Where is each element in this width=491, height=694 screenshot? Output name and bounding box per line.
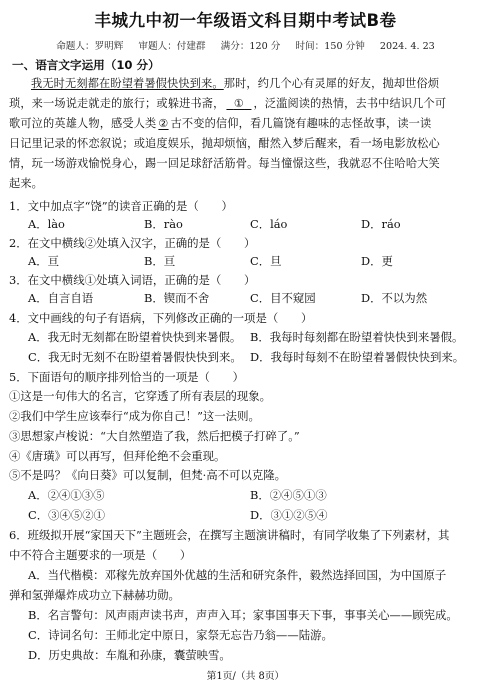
q2-option-d[interactable]: D．更 xyxy=(361,254,393,268)
q3-option-a[interactable]: A．自言自语 xyxy=(28,291,94,305)
q5-item-2: ②我们中学生应该奉行“成为你自己！”这一法则。 xyxy=(9,409,260,423)
q2-option-c[interactable]: C．旦 xyxy=(250,254,282,268)
question-6-stem-line-1: 6．班级拟开展“家国天下”主题班会，在撰写主题演讲稿时，有同学收集了下列素材，其 xyxy=(9,528,450,542)
q6-option-a[interactable]: A．当代楷模：邓稼先放弃国外优越的生活和研究条件，毅然选择回国，为中国原子 xyxy=(28,568,447,582)
exam-date: 2024. 4. 23 xyxy=(379,41,435,52)
passage-line-5: 情，玩一场游戏愉悦身心，踢一回足球舒活筋骨。每当憧憬这些，我就忍不住哈哈大笑 xyxy=(9,157,440,170)
q1-option-b[interactable]: B．rào xyxy=(144,217,183,231)
question-1-stem: 1．文中加点字“饶”的读音正确的是（ ） xyxy=(9,199,233,213)
q5-item-5: ⑤不是吗？《向日葵》可以复制，但梵·高不可以克隆。 xyxy=(9,468,286,482)
q5-item-3: ③思想家卢梭说：“大自然塑造了我，然后把模子打碎了。” xyxy=(9,429,300,443)
q3-option-c[interactable]: C．目不窥园 xyxy=(250,291,316,305)
passage-text: ，泛滥阅读的热情，去书中结识几个可 xyxy=(253,97,447,110)
passage-text: 琐，来一场说走就走的旅行；或躲进书斋， xyxy=(9,97,225,110)
q2-option-b[interactable]: B．亘 xyxy=(144,254,176,268)
passage-line-1 xyxy=(9,74,484,94)
question-2-stem: 2．在文中横线②处填入汉字，正确的是（ ） xyxy=(9,236,256,250)
exam-meta xyxy=(0,38,491,52)
setter: 命题人：罗明辉 xyxy=(56,41,124,52)
q4-option-a[interactable]: A．我无时无刻都在盼望着快快到来暑假。 xyxy=(28,330,242,344)
reading-passage xyxy=(9,74,484,194)
q1-option-c[interactable]: C．láo xyxy=(250,217,288,231)
q5-option-b[interactable]: B．②④⑤①③ xyxy=(250,488,327,502)
q4-option-c[interactable]: C．我无时无刻不在盼望着暑假快快到来。 xyxy=(28,350,242,364)
question-3-stem: 3．在文中横线①处填入词语，正确的是（ ） xyxy=(9,273,256,287)
q6-option-b[interactable]: B．名言警句：风声雨声读书声，声声入耳；家事国事天下事，事事关心——顾宪成。 xyxy=(28,608,458,622)
underlined-sentence: 我无时无刻都在盼望着暑假快快到来。 xyxy=(31,77,224,90)
passage-text: 歌可泣的英雄人物，感受人类 xyxy=(9,117,157,130)
q4-option-b[interactable]: B．我每时每刻都在盼望着快快到来暑假。 xyxy=(250,330,464,344)
question-5-stem: 5．下面语句的顺序排列恰当的一项是（ ） xyxy=(9,370,245,384)
question-4-stem: 4．文中画线的句子有语病，下列修改正确的一项是（ ） xyxy=(9,311,313,325)
q5-option-c[interactable]: C．③④⑤②① xyxy=(28,508,106,522)
exam-title: 丰城九中初一年级语文科目期中考试B卷 xyxy=(94,11,397,30)
q3-option-b[interactable]: B．锲而不舍 xyxy=(144,291,210,305)
page-footer: 第1页/（共 8页） xyxy=(206,671,285,682)
section-heading: 一、语言文字运用（10 分） xyxy=(12,58,160,72)
q6-option-a-cont: 弹和氢弹爆炸成功立下赫赫功勋。 xyxy=(9,588,180,602)
passage-line-6: 起来。 xyxy=(9,177,44,190)
reviewer: 审题人：付建群 xyxy=(138,41,206,52)
passage-line-3 xyxy=(9,114,484,134)
blank-number: ① xyxy=(233,97,245,110)
q5-item-4: ④《唐璜》可以再写，但拜伦绝不会重现。 xyxy=(9,449,226,463)
blank-1 xyxy=(224,94,253,114)
exam-time: 时间：150 分钟 xyxy=(295,41,365,52)
q1-option-d[interactable]: D．ráo xyxy=(361,217,401,231)
blank-number: ② xyxy=(158,117,169,130)
q1-option-a[interactable]: A．lào xyxy=(28,217,65,231)
passage-line-4: 日记里记录的怀恋叙说；或追度娱乐，抛却烦恼，酣然入梦后醒来，看一场电影放松心 xyxy=(9,137,440,150)
q5-option-a[interactable]: A．②④①③⑤ xyxy=(28,488,105,502)
question-6-stem-line-2: 中不符合主题要求的一项是（ ） xyxy=(9,548,192,562)
q3-option-d[interactable]: D．不以为然 xyxy=(361,291,428,305)
q6-option-d[interactable]: D．历史典故：车胤和孙康，囊萤映雪。 xyxy=(28,648,231,662)
full-score: 满分：120 分 xyxy=(220,41,281,52)
blank-2 xyxy=(156,114,170,134)
passage-line-2 xyxy=(9,94,484,114)
q6-option-c[interactable]: C．诗词名句：王师北定中原日，家祭无忘告乃翁——陆游。 xyxy=(28,628,333,642)
q5-item-1: ①这是一句伟大的名言，它穿透了所有表层的现象。 xyxy=(9,389,271,403)
q2-option-a[interactable]: A．亘 xyxy=(28,254,60,268)
q5-option-d[interactable]: D．③①②⑤④ xyxy=(250,508,328,522)
q4-option-d[interactable]: D．我每时每刻不在盼望着暑假快快到来。 xyxy=(250,350,465,364)
passage-text: 古不变的信仰，看几篇饶有趣味的志怪故事，读一读 xyxy=(170,117,432,130)
passage-text: 那时，约几个心有灵犀的好友，抛却世俗烦 xyxy=(223,77,440,90)
